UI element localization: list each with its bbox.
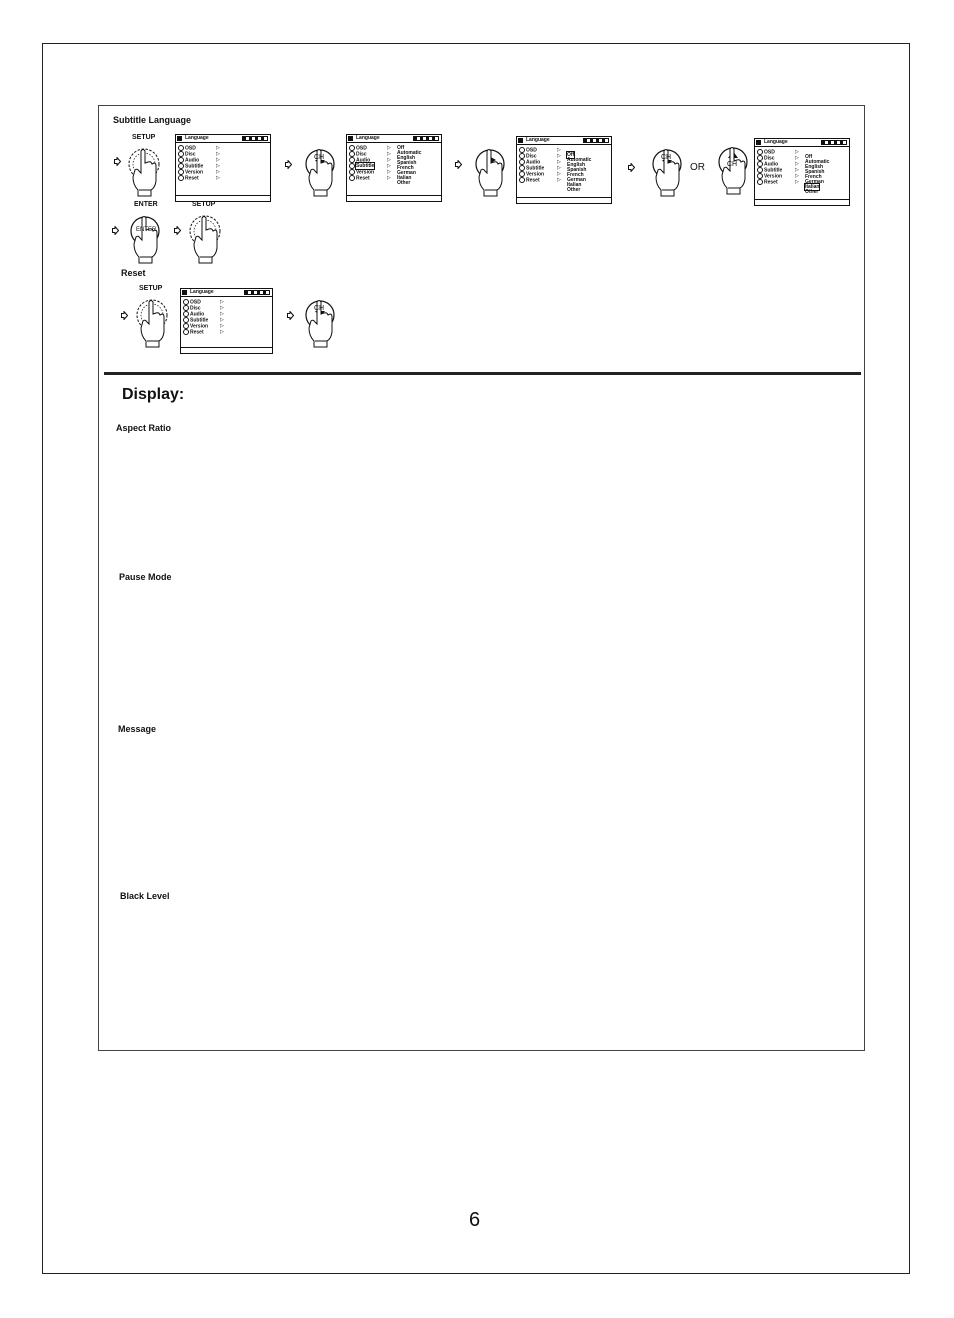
- menu-item-label: Disc: [526, 153, 537, 160]
- menu-title: Language: [190, 289, 214, 295]
- menu-item-label: Subtitle: [185, 163, 204, 170]
- setup-hand-icon[interactable]: [188, 210, 222, 266]
- option-label: Off: [397, 145, 405, 151]
- chdown-hand-icon[interactable]: [303, 294, 337, 350]
- submenu-arrow-icon: ▷: [216, 175, 220, 181]
- enter-caption: ENTER: [134, 201, 158, 208]
- option-label: Automatic: [805, 159, 830, 165]
- menu-tab-icons: [821, 140, 847, 145]
- menu-item-label: Audio: [356, 157, 371, 164]
- menu-item-label: Subtitle: [190, 317, 209, 324]
- screen-footer-line: [176, 195, 270, 196]
- step-arrow-icon: [121, 311, 128, 320]
- label-reset: Reset: [121, 268, 146, 278]
- menu-title-bar: [181, 289, 272, 297]
- menu-item-label: Reset: [356, 175, 370, 182]
- option-label: Other: [397, 180, 411, 186]
- menu-item-label: Version: [356, 169, 375, 176]
- menu-tab-icons: [583, 138, 609, 143]
- menu-item-label: Version: [190, 323, 209, 330]
- submenu-arrow-icon: ▷: [795, 161, 799, 167]
- or-text: OR: [690, 162, 705, 173]
- menu-item-label: Subtitle: [764, 167, 783, 174]
- menu-item-label: Version: [185, 169, 204, 176]
- step-arrow-icon: [174, 226, 181, 235]
- language-menu-screen: [754, 138, 850, 206]
- menu-item-label: Disc: [185, 151, 196, 158]
- menu-item-label: OSD: [190, 299, 201, 306]
- option-label: French: [567, 172, 584, 178]
- option-label: Spanish: [805, 169, 825, 175]
- menu-item-label: Disc: [190, 305, 201, 312]
- option-label: Other: [805, 189, 819, 195]
- label-black-level: Black Level: [120, 891, 170, 901]
- submenu-arrow-icon: ▷: [220, 329, 224, 335]
- play-hand-icon[interactable]: [473, 143, 507, 199]
- radio-dot-icon: [178, 175, 184, 181]
- submenu-arrow-icon: ▷: [216, 151, 220, 157]
- menu-item: [349, 175, 370, 181]
- language-menu-screen: [346, 134, 442, 202]
- menu-item-label: Disc: [356, 151, 367, 158]
- section-divider: [104, 372, 861, 375]
- menu-icon: [756, 140, 761, 145]
- option-label: Automatic: [567, 157, 592, 163]
- menu-tab-icons: [413, 136, 439, 141]
- step-arrow-icon: [455, 160, 462, 169]
- option-label: German: [567, 177, 586, 183]
- label-subtitle-language: Subtitle Language: [113, 115, 192, 125]
- ch-button-text: CH: [727, 161, 738, 168]
- menu-title: Language: [185, 135, 209, 141]
- option-label: German: [397, 170, 416, 176]
- submenu-arrow-icon: ▷: [387, 175, 391, 181]
- chdown-hand-icon[interactable]: [650, 143, 684, 199]
- option-label: French: [805, 174, 822, 180]
- step-arrow-icon: [287, 311, 294, 320]
- screen-footer-line: [347, 195, 441, 196]
- option-label: Other: [567, 187, 581, 193]
- submenu-arrow-icon: ▷: [795, 167, 799, 173]
- step-arrow-icon: [628, 163, 635, 172]
- submenu-arrow-icon: ▷: [557, 159, 561, 165]
- menu-item: [178, 175, 199, 181]
- menu-item: [519, 177, 540, 183]
- menu-item-label: Subtitle: [526, 165, 545, 172]
- radio-dot-icon: [349, 175, 355, 181]
- enter-hand-icon[interactable]: [128, 210, 162, 266]
- menu-icon: [182, 290, 187, 295]
- submenu-arrow-icon: ▷: [557, 165, 561, 171]
- option-label: Spanish: [567, 167, 587, 173]
- submenu-arrow-icon: ▷: [220, 305, 224, 311]
- submenu-arrow-icon: ▷: [220, 317, 224, 323]
- label-message: Message: [118, 724, 157, 734]
- ch-button-text: CH: [661, 154, 672, 161]
- menu-icon: [177, 136, 182, 141]
- setup-caption: SETUP: [132, 134, 156, 141]
- screen-footer-line: [755, 199, 849, 200]
- setup-caption: SETUP: [192, 201, 216, 208]
- menu-item-label: OSD: [526, 147, 537, 154]
- option-label: French: [397, 165, 414, 171]
- submenu-arrow-icon: ▷: [220, 311, 224, 317]
- option-label: English: [397, 155, 416, 161]
- menu-item-label: OSD: [764, 149, 775, 156]
- setup-hand-icon[interactable]: [135, 294, 169, 350]
- menu-item: [757, 179, 778, 185]
- menu-item-label: Audio: [526, 159, 541, 166]
- menu-title: Language: [526, 137, 550, 143]
- menu-item: [183, 329, 204, 335]
- submenu-arrow-icon: ▷: [216, 169, 220, 175]
- menu-tab-icons: [244, 290, 270, 295]
- menu-item-label: Reset: [185, 175, 199, 182]
- submenu-arrow-icon: ▷: [216, 157, 220, 163]
- option-label: Off: [805, 154, 813, 160]
- submenu-arrow-icon: ▷: [557, 177, 561, 183]
- option-label: Spanish: [397, 160, 417, 166]
- page-number: 6: [469, 1209, 481, 1231]
- setup-hand-icon[interactable]: [127, 143, 161, 199]
- step-arrow-icon: [285, 160, 292, 169]
- menu-item-label: Audio: [190, 311, 205, 318]
- submenu-arrow-icon: ▷: [216, 145, 220, 151]
- option-label: English: [805, 164, 824, 170]
- enter-button-text: ENTER: [136, 227, 157, 233]
- chup-hand-icon[interactable]: [716, 141, 750, 197]
- submenu-arrow-icon: ▷: [387, 169, 391, 175]
- menu-title: Language: [764, 139, 788, 145]
- menu-title-bar: [517, 137, 611, 145]
- menu-title-bar: [755, 139, 849, 147]
- chdown-hand-icon[interactable]: [303, 143, 337, 199]
- submenu-arrow-icon: ▷: [795, 179, 799, 185]
- menu-title: Language: [356, 135, 380, 141]
- submenu-arrow-icon: ▷: [557, 153, 561, 159]
- option-label: German: [805, 179, 824, 185]
- menu-item-label: OSD: [356, 145, 367, 152]
- submenu-arrow-icon: ▷: [387, 145, 391, 151]
- submenu-arrow-icon: ▷: [220, 323, 224, 329]
- menu-icon: [348, 136, 353, 141]
- option-label: English: [567, 162, 586, 168]
- setup-caption: SETUP: [139, 285, 163, 292]
- menu-title-bar: [176, 135, 270, 143]
- menu-item-label: Disc: [764, 155, 775, 162]
- language-menu-screen: [180, 288, 273, 354]
- ch-button-text: CH: [314, 154, 325, 161]
- step-arrow-icon: [112, 226, 119, 235]
- label-aspect-ratio: Aspect Ratio: [116, 423, 172, 433]
- screen-footer-line: [181, 347, 272, 348]
- option-label: Off: [567, 152, 575, 158]
- menu-title-bar: [347, 135, 441, 143]
- submenu-arrow-icon: ▷: [795, 155, 799, 161]
- menu-item-label: OSD: [185, 145, 196, 152]
- ch-button-text: CH: [314, 305, 325, 312]
- submenu-arrow-icon: ▷: [557, 147, 561, 153]
- menu-item-label: Subtitle: [356, 163, 375, 170]
- menu-item-label: Version: [764, 173, 783, 180]
- submenu-arrow-icon: ▷: [795, 173, 799, 179]
- option-label: Italian: [567, 182, 582, 188]
- submenu-arrow-icon: ▷: [387, 151, 391, 157]
- option-label: Italian: [397, 175, 412, 181]
- menu-item-label: Version: [526, 171, 545, 178]
- language-menu-screen: [516, 136, 612, 204]
- radio-dot-icon: [519, 177, 525, 183]
- menu-item-label: Audio: [185, 157, 200, 164]
- option-label: Italian: [805, 184, 820, 190]
- screen-footer-line: [517, 197, 611, 198]
- submenu-arrow-icon: ▷: [387, 157, 391, 163]
- section-title: Display:: [122, 386, 185, 403]
- menu-tab-icons: [242, 136, 268, 141]
- step-arrow-icon: [114, 157, 121, 166]
- menu-item-label: Reset: [764, 179, 778, 186]
- submenu-arrow-icon: ▷: [557, 171, 561, 177]
- submenu-arrow-icon: ▷: [387, 163, 391, 169]
- radio-dot-icon: [183, 329, 189, 335]
- option-label: Automatic: [397, 150, 422, 156]
- label-pause-mode: Pause Mode: [119, 572, 172, 582]
- menu-item-label: Reset: [526, 177, 540, 184]
- menu-item-label: Reset: [190, 329, 204, 336]
- menu-icon: [518, 138, 523, 143]
- submenu-arrow-icon: ▷: [216, 163, 220, 169]
- language-menu-screen: [175, 134, 271, 202]
- radio-dot-icon: [757, 179, 763, 185]
- submenu-arrow-icon: ▷: [795, 149, 799, 155]
- menu-item-label: Audio: [764, 161, 779, 168]
- submenu-arrow-icon: ▷: [220, 299, 224, 305]
